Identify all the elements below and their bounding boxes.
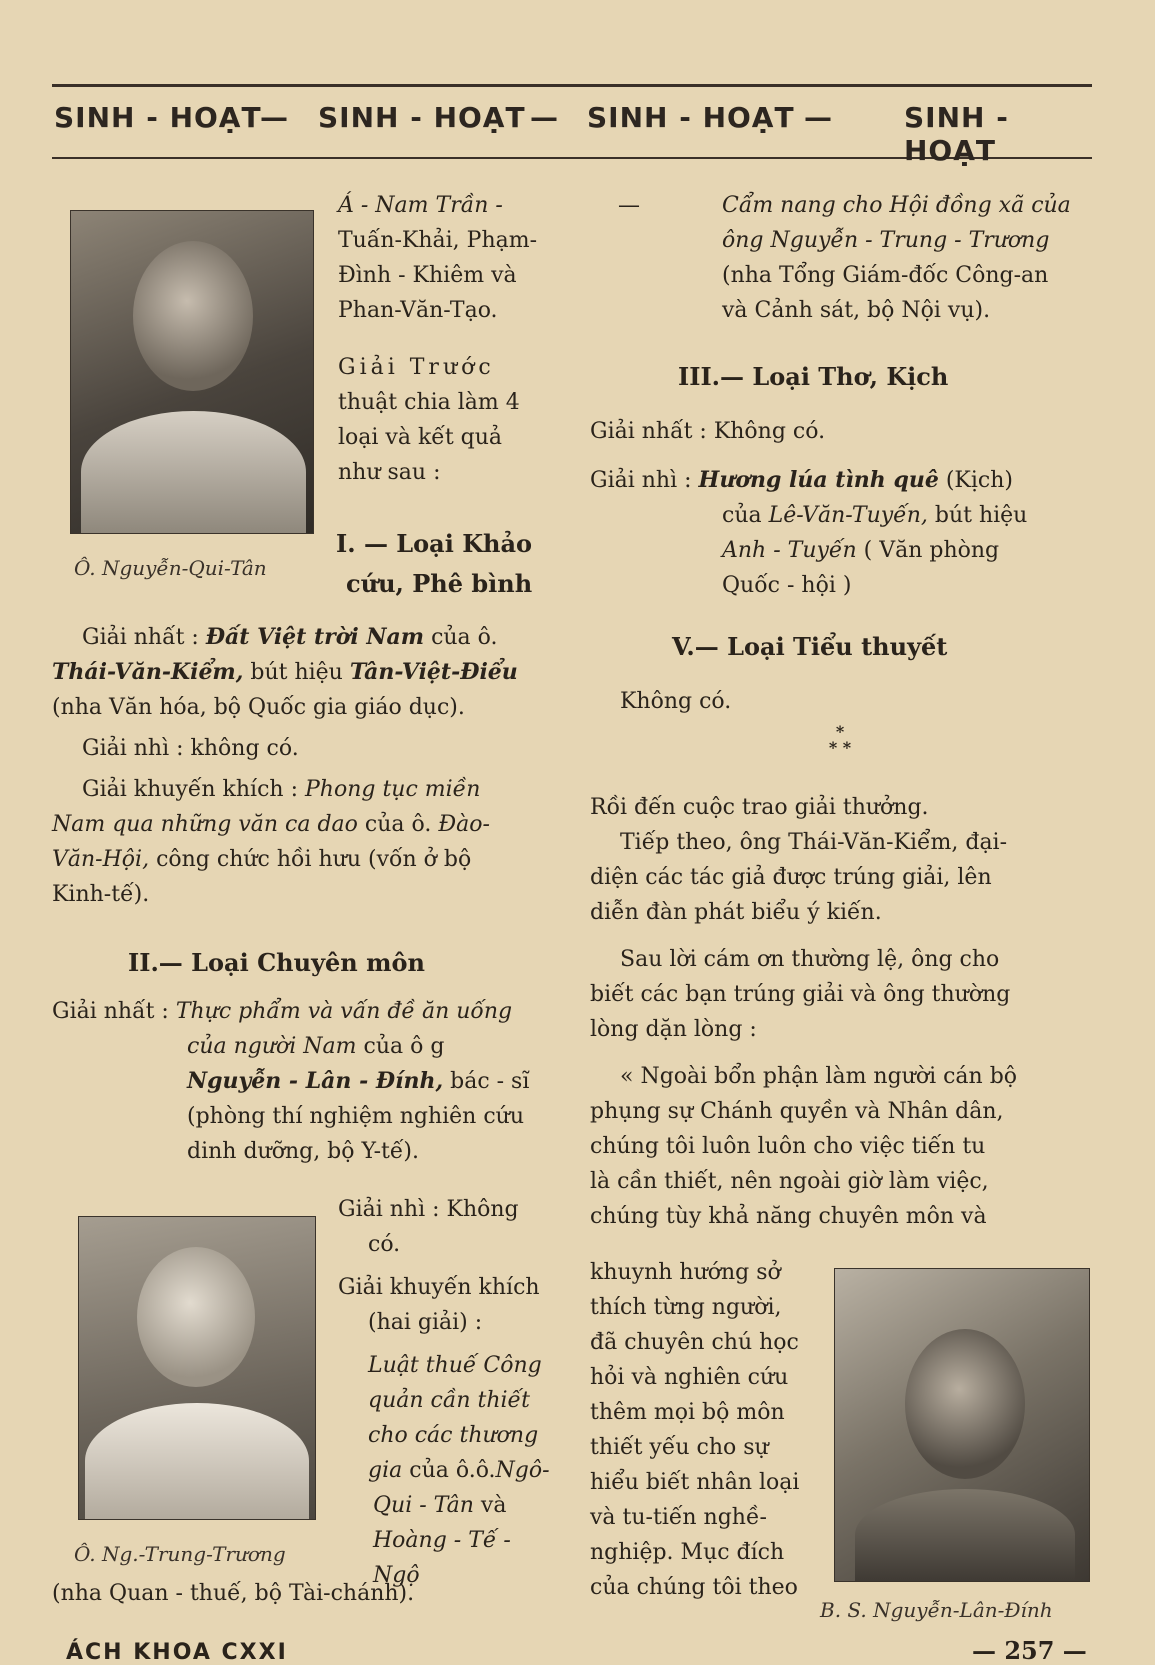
footer-magazine-name: ÁCH KHOA CXXI <box>66 1640 288 1665</box>
closing-paragraph: Rồi đến cuộc trao giải thưởng. Tiếp theo, ông Thái-Văn-Kiểm, đại- diện các tác giả được trúng giải, lên diễn đàn phát biểu ý kiến. Sau lời cám ơn thường lệ, ông cho biết các bạn trúng giải và ông thường lòng dặn lòng : « Ngoài bổn phận làm người cán bộ phụng sự Chánh quyền và Nhân dân, chúng tôi luôn luôn cho việc tiến tu là cần thiết, nên ngoài giờ làm việc, chúng tùy khả năng chuyên môn và <box>590 795 1018 1229</box>
running-header <box>52 84 1092 167</box>
intro-paragraph: Á - Nam Trần - Tuấn-Khải, Phạm- Đình - Khiêm và Phan-Văn-Tạo. <box>338 193 538 323</box>
section-2-title: II.— Loại Chuyên môn <box>128 948 425 977</box>
page-number: — 257 — <box>972 1636 1087 1665</box>
section-2-last-line: (nha Quan - thuế, bộ Tài-chánh). <box>52 1581 415 1606</box>
photo-caption: Ô. Ng.-Trung-Trương <box>74 1542 286 1566</box>
photo-caption: Ô. Nguyễn-Qui-Tân <box>74 556 267 580</box>
section-3-body: Giải nhất : Không có. Giải nhì : Hương lúa tình quê (Kịch) của Lê-Văn-Tuyến, bút hiệu Anh - Tuyến ( Văn phòng Quốc - hội ) <box>590 419 1028 598</box>
cam-nang-entry: Cẩm nang cho Hội đồng xã của ông Nguyễn - Trung - Trương (nha Tổng Giám-đốc Công-an và Cảnh sát, bộ Nội vụ). <box>722 193 1071 323</box>
header-item: SINH - HOẠT <box>318 101 526 134</box>
header-item: SINH - HOẠT <box>54 101 262 134</box>
photo-caption: B. S. Nguyễn-Lân-Đính <box>820 1598 1053 1622</box>
portrait-photo-nguyen-qui-tan <box>70 210 314 534</box>
portrait-photo-nguyen-trung-truong <box>78 1216 316 1520</box>
section-2-body: Giải nhất : Thực phẩm và vấn đề ăn uống của người Nam của ô g Nguyễn - Lân - Đính, bác - sĩ (phòng thí nghiệm nghiên cứu dinh dưỡng, bộ Y-tế). <box>52 999 530 1164</box>
header-dash: — <box>260 101 289 134</box>
section-3-title: III.— Loại Thơ, Kịch <box>678 362 949 391</box>
header-item: SINH - HOẠT <box>904 101 1009 167</box>
header-dash: — <box>804 101 833 134</box>
header-item: SINH - HOẠT <box>587 101 795 134</box>
portrait-photo-nguyen-lan-dinh <box>834 1268 1090 1582</box>
section-5-title: V.— Loại Tiểu thuyết <box>672 632 948 661</box>
dash-mark: — <box>618 193 640 218</box>
section-2-awards-side: Giải nhì : Không có. Giải khuyến khích (hai giải) : Luật thuế Công quản cần thiết cho các thương gia của ô.ô.Ngô- Qui - Tân và Hoàng - Tế - Ngộ <box>338 1197 550 1588</box>
section-1-body: Giải nhất : Đất Việt trời Nam của ô. Thái-Văn-Kiểm, bút hiệu Tân-Việt-Điểu (nha Văn hóa, bộ Quốc gia giáo dục). Giải nhì : không có. Giải khuyến khích : Phong tục miền Nam qua những văn ca dao của ô. Đào- Văn-Hội, công chức hồi hưu (vốn ở bộ Kinh-tế). <box>52 624 518 907</box>
giai-truoc-paragraph: Giải Trước thuật chia làm 4 loại và kết quả như sau : <box>338 355 520 485</box>
asterism: * * * <box>828 722 852 757</box>
section-1-title: I. — Loại Khảo cứu, Phê bình <box>336 529 533 598</box>
section-5-body: Không có. <box>620 689 732 714</box>
quote-narrow-column: khuynh hướng sở thích từng người, đã chuyên chú học hỏi và nghiên cứu thêm mọi bộ môn thiết yếu cho sự hiểu biết nhân loại và tu-tiến nghề- nghiệp. Mục đích của chúng tôi theo <box>590 1260 800 1600</box>
header-dash: — <box>530 101 559 134</box>
